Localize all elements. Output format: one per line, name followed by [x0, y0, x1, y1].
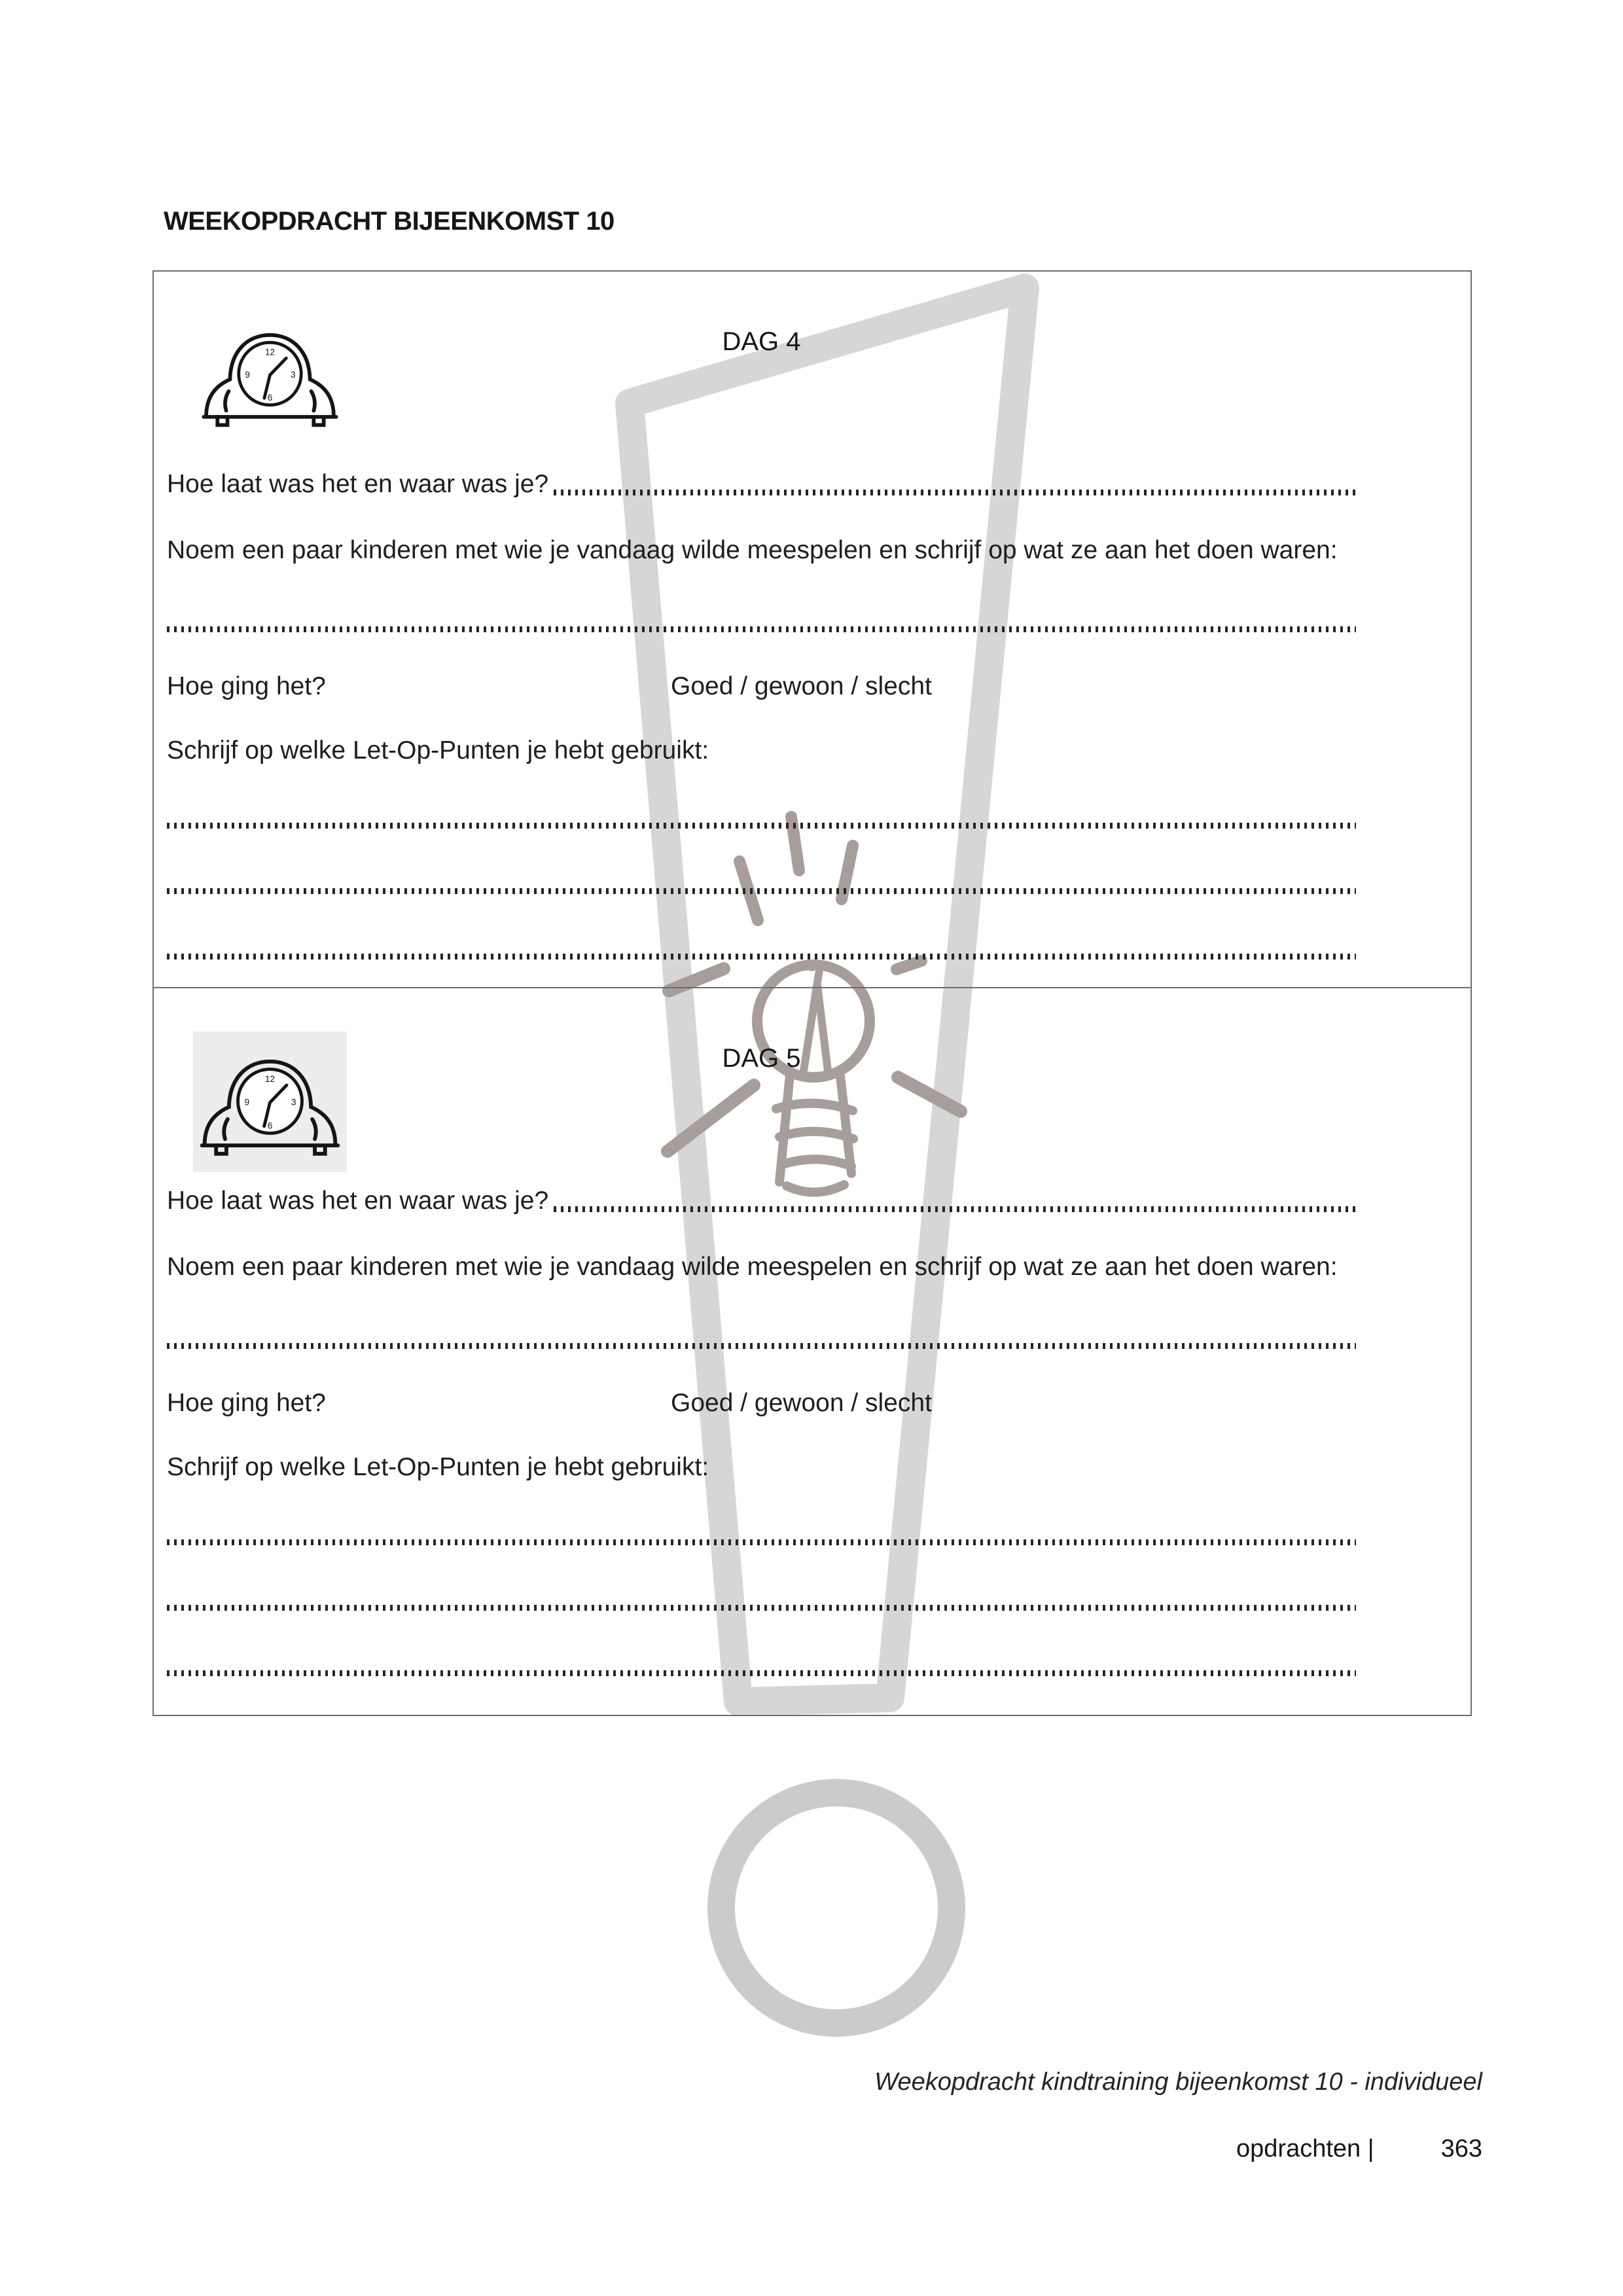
question-points-label: Schrijf op welke Let-Op-Punten je hebt gebruikt:: [167, 736, 709, 764]
question-time-row: [167, 1187, 1356, 1215]
answer-dotted-line: [167, 888, 1356, 894]
answer-dotted-line: [554, 490, 1356, 495]
question-how-row: [167, 1389, 1356, 1418]
answer-dotted-line: [167, 1343, 1356, 1349]
question-children-label: Noem een paar kinderen met wie je vandaag wilde meespelen en schrijf op wat ze aan het doen waren:: [167, 536, 1338, 564]
svg-text:6: 6: [267, 1121, 273, 1131]
question-time-label: Hoe laat was het en waar was je?: [167, 1187, 549, 1215]
question-how-label: Hoe ging het?: [167, 1389, 326, 1417]
answer-dotted-line: [167, 1539, 1356, 1545]
page-title: WEEKOPDRACHT BIJEENKOMST 10: [164, 207, 615, 236]
footer-source-caption: Weekopdracht kindtraining bijeenkomst 10 - individueel: [874, 2068, 1482, 2096]
svg-text:3: 3: [291, 369, 296, 380]
svg-text:9: 9: [245, 369, 250, 380]
day-4-section: [152, 270, 1472, 988]
answer-options-label: Goed / gewoon / slecht: [671, 1389, 932, 1417]
day-5-section: [152, 987, 1472, 1716]
svg-text:6: 6: [267, 393, 273, 403]
footer-section-label: opdrachten |: [1236, 2135, 1374, 2162]
svg-text:9: 9: [244, 1097, 250, 1107]
footer-pagination: [1236, 2135, 1482, 2163]
footer-page-number: 363: [1440, 2135, 1482, 2162]
answer-options-label: Goed / gewoon / slecht: [671, 672, 932, 700]
svg-text:3: 3: [291, 1097, 296, 1107]
answer-dotted-line: [167, 1605, 1356, 1611]
mantel-clock-icon: [193, 1031, 347, 1172]
question-time-row: [167, 470, 1356, 499]
day-heading: DAG 5: [722, 1044, 801, 1073]
answer-dotted-line: [167, 1670, 1356, 1676]
answer-dotted-line: [554, 1206, 1356, 1212]
answer-dotted-line: [167, 626, 1356, 632]
mantel-clock-icon: [193, 319, 347, 430]
svg-text:12: 12: [264, 1074, 276, 1085]
question-points-label: Schrijf op welke Let-Op-Punten je hebt gebruikt:: [167, 1453, 709, 1481]
answer-dotted-line: [167, 954, 1356, 960]
question-time-label: Hoe laat was het en waar was je?: [167, 470, 549, 498]
answer-dotted-line: [167, 823, 1356, 829]
day-heading: DAG 4: [722, 327, 801, 356]
svg-text:12: 12: [265, 347, 275, 357]
question-how-label: Hoe ging het?: [167, 672, 326, 700]
question-how-row: [167, 672, 1356, 701]
question-children-label: Noem een paar kinderen met wie je vandaag wilde meespelen en schrijf op wat ze aan het doen waren:: [167, 1253, 1338, 1281]
